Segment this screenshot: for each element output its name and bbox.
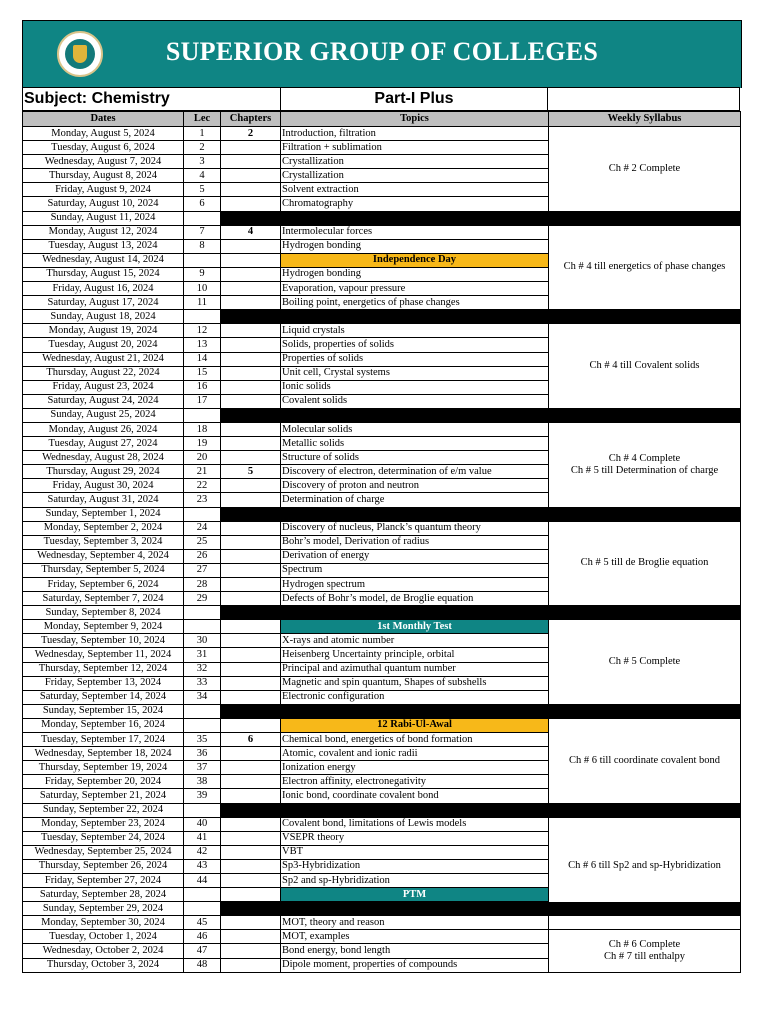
topic-cell: Introduction, filtration: [281, 127, 549, 141]
date-cell: Tuesday, September 10, 2024: [23, 634, 184, 648]
lecture-cell: 5: [184, 183, 221, 197]
date-cell: Monday, August 12, 2024: [23, 225, 184, 239]
lecture-cell: 12: [184, 324, 221, 338]
chapter-cell: [221, 366, 281, 380]
date-cell: Tuesday, August 13, 2024: [23, 239, 184, 253]
chapter-cell: [221, 394, 281, 408]
chapter-cell: [221, 662, 281, 676]
col-topics: Topics: [281, 112, 549, 127]
chapter-cell: [221, 493, 281, 507]
table-row: [23, 902, 741, 916]
date-cell: Saturday, August 10, 2024: [23, 197, 184, 211]
sunday-off-cell: [221, 704, 741, 718]
chapter-cell: [221, 197, 281, 211]
subject-label: Subject: Chemistry: [22, 87, 281, 111]
topic-cell: Dipole moment, properties of compounds: [281, 958, 549, 972]
lecture-cell: 28: [184, 578, 221, 592]
lecture-cell: 27: [184, 563, 221, 577]
topic-cell: Solvent extraction: [281, 183, 549, 197]
topic-cell: Filtration + sublimation: [281, 141, 549, 155]
lecture-cell: [184, 704, 221, 718]
blank-header-cell: [547, 87, 740, 111]
chapter-cell: [221, 155, 281, 169]
date-cell: Wednesday, August 28, 2024: [23, 451, 184, 465]
sunday-off-cell: [221, 408, 741, 422]
date-cell: Wednesday, September 25, 2024: [23, 845, 184, 859]
date-cell: Sunday, September 22, 2024: [23, 803, 184, 817]
date-cell: Friday, September 13, 2024: [23, 676, 184, 690]
lecture-cell: [184, 718, 221, 732]
lecture-cell: 1: [184, 127, 221, 141]
date-cell: Wednesday, September 11, 2024: [23, 648, 184, 662]
syllabus-table: [22, 111, 741, 973]
topic-cell: Discovery of electron, determination of e/m value: [281, 465, 549, 479]
topic-cell: Defects of Bohr’s model, de Broglie equation: [281, 592, 549, 606]
weekly-syllabus-cell: Ch # 2 Complete: [549, 127, 741, 212]
chapter-cell: 5: [221, 465, 281, 479]
date-cell: Friday, September 6, 2024: [23, 578, 184, 592]
date-cell: Saturday, August 31, 2024: [23, 493, 184, 507]
topic-cell: VSEPR theory: [281, 831, 549, 845]
part-label: Part-I Plus: [280, 87, 548, 111]
chapter-cell: [221, 578, 281, 592]
topic-cell: Electron affinity, electronegativity: [281, 775, 549, 789]
lecture-cell: 17: [184, 394, 221, 408]
lecture-cell: 38: [184, 775, 221, 789]
lecture-cell: 44: [184, 873, 221, 887]
lecture-cell: 36: [184, 747, 221, 761]
lecture-cell: 34: [184, 690, 221, 704]
topic-cell: Spectrum: [281, 563, 549, 577]
topic-cell: Chemical bond, energetics of bond formation: [281, 733, 549, 747]
chapter-cell: [221, 859, 281, 873]
date-cell: Tuesday, August 6, 2024: [23, 141, 184, 155]
date-cell: Tuesday, September 24, 2024: [23, 831, 184, 845]
chapter-cell: [221, 916, 281, 930]
lecture-cell: 48: [184, 958, 221, 972]
date-cell: Wednesday, August 14, 2024: [23, 253, 184, 267]
date-cell: Tuesday, October 1, 2024: [23, 930, 184, 944]
topic-cell: Bohr’s model, Derivation of radius: [281, 535, 549, 549]
table-row: [23, 211, 741, 225]
lecture-cell: 30: [184, 634, 221, 648]
chapter-cell: [221, 422, 281, 436]
lecture-cell: 42: [184, 845, 221, 859]
date-cell: Tuesday, September 17, 2024: [23, 733, 184, 747]
date-cell: Friday, August 9, 2024: [23, 183, 184, 197]
holiday-cell: 12 Rabi-Ul-Awal: [281, 718, 549, 732]
chapter-cell: [221, 380, 281, 394]
col-lec: Lec: [184, 112, 221, 127]
test-cell: 1st Monthly Test: [281, 620, 549, 634]
date-cell: Thursday, August 8, 2024: [23, 169, 184, 183]
chapter-cell: [221, 648, 281, 662]
lecture-cell: 23: [184, 493, 221, 507]
date-cell: Thursday, September 12, 2024: [23, 662, 184, 676]
lecture-cell: 25: [184, 535, 221, 549]
topic-cell: X-rays and atomic number: [281, 634, 549, 648]
weekly-syllabus-cell: Ch # 6 Complete Ch # 7 till enthalpy: [549, 930, 741, 972]
topic-cell: Derivation of energy: [281, 549, 549, 563]
date-cell: Thursday, August 15, 2024: [23, 267, 184, 281]
topic-cell: Magnetic and spin quantum, Shapes of subshells: [281, 676, 549, 690]
lecture-cell: 6: [184, 197, 221, 211]
chapter-cell: [221, 183, 281, 197]
date-cell: Friday, September 20, 2024: [23, 775, 184, 789]
chapter-cell: [221, 267, 281, 281]
subject-header-row: [22, 87, 740, 111]
chapter-cell: [221, 761, 281, 775]
table-row: [23, 422, 741, 436]
chapter-cell: [221, 845, 281, 859]
weekly-syllabus-cell: Ch # 4 till Covalent solids: [549, 324, 741, 409]
chapter-cell: [221, 352, 281, 366]
chapter-cell: [221, 338, 281, 352]
lecture-cell: 8: [184, 239, 221, 253]
test-cell: PTM: [281, 888, 549, 902]
date-cell: Wednesday, September 18, 2024: [23, 747, 184, 761]
table-row: [23, 310, 741, 324]
lecture-cell: 19: [184, 437, 221, 451]
date-cell: Saturday, September 28, 2024: [23, 888, 184, 902]
topic-cell: Crystallization: [281, 169, 549, 183]
table-row: [23, 408, 741, 422]
lecture-cell: 7: [184, 225, 221, 239]
date-cell: Thursday, September 19, 2024: [23, 761, 184, 775]
topic-cell: Boiling point, energetics of phase changes: [281, 296, 549, 310]
table-row: [23, 803, 741, 817]
lecture-cell: [184, 902, 221, 916]
topic-cell: Solids, properties of solids: [281, 338, 549, 352]
topic-cell: Metallic solids: [281, 437, 549, 451]
lecture-cell: 2: [184, 141, 221, 155]
chapter-cell: [221, 775, 281, 789]
date-cell: Saturday, August 24, 2024: [23, 394, 184, 408]
date-cell: Sunday, September 8, 2024: [23, 606, 184, 620]
weekly-syllabus-cell: [549, 916, 741, 930]
topic-cell: Hydrogen bonding: [281, 239, 549, 253]
date-cell: Wednesday, August 7, 2024: [23, 155, 184, 169]
chapter-cell: [221, 324, 281, 338]
topic-cell: Atomic, covalent and ionic radii: [281, 747, 549, 761]
col-chapters: Chapters: [221, 112, 281, 127]
chapter-cell: 4: [221, 225, 281, 239]
holiday-cell: Independence Day: [281, 253, 549, 267]
lecture-cell: [184, 888, 221, 902]
chapter-cell: [221, 958, 281, 972]
topic-cell: Discovery of proton and neutron: [281, 479, 549, 493]
lecture-cell: 9: [184, 267, 221, 281]
topic-cell: Ionic bond, coordinate covalent bond: [281, 789, 549, 803]
lecture-cell: 11: [184, 296, 221, 310]
lecture-cell: 43: [184, 859, 221, 873]
chapter-cell: [221, 451, 281, 465]
chapter-cell: [221, 676, 281, 690]
chapter-cell: [221, 718, 281, 732]
topic-cell: Bond energy, bond length: [281, 944, 549, 958]
date-cell: Monday, August 19, 2024: [23, 324, 184, 338]
lecture-cell: [184, 606, 221, 620]
lecture-cell: 18: [184, 422, 221, 436]
chapter-cell: [221, 563, 281, 577]
topic-cell: Hydrogen spectrum: [281, 578, 549, 592]
table-row: [23, 930, 741, 944]
table-row: [23, 324, 741, 338]
chapter-cell: [221, 620, 281, 634]
lecture-cell: 37: [184, 761, 221, 775]
topic-cell: Ionic solids: [281, 380, 549, 394]
chapter-cell: [221, 873, 281, 887]
date-cell: Saturday, September 7, 2024: [23, 592, 184, 606]
lecture-cell: 4: [184, 169, 221, 183]
topic-cell: Covalent solids: [281, 394, 549, 408]
topic-cell: VBT: [281, 845, 549, 859]
chapter-cell: [221, 239, 281, 253]
lecture-cell: [184, 408, 221, 422]
table-row: [23, 225, 741, 239]
topic-cell: Determination of charge: [281, 493, 549, 507]
date-cell: Wednesday, September 4, 2024: [23, 549, 184, 563]
chapter-cell: [221, 549, 281, 563]
date-cell: Thursday, September 26, 2024: [23, 859, 184, 873]
date-cell: Friday, August 16, 2024: [23, 282, 184, 296]
table-row: [23, 704, 741, 718]
sunday-off-cell: [221, 803, 741, 817]
lecture-cell: 10: [184, 282, 221, 296]
chapter-cell: [221, 592, 281, 606]
lecture-cell: 13: [184, 338, 221, 352]
sunday-off-cell: [221, 902, 741, 916]
sunday-off-cell: [221, 310, 741, 324]
chapter-cell: [221, 747, 281, 761]
date-cell: Monday, September 2, 2024: [23, 521, 184, 535]
chapter-cell: [221, 690, 281, 704]
date-cell: Thursday, August 29, 2024: [23, 465, 184, 479]
topic-cell: Evaporation, vapour pressure: [281, 282, 549, 296]
date-cell: Sunday, August 18, 2024: [23, 310, 184, 324]
chapter-cell: [221, 930, 281, 944]
table-row: [23, 817, 741, 831]
topic-cell: Principal and azimuthal quantum number: [281, 662, 549, 676]
topic-cell: MOT, theory and reason: [281, 916, 549, 930]
topic-cell: Sp3-Hybridization: [281, 859, 549, 873]
topic-cell: Properties of solids: [281, 352, 549, 366]
chapter-cell: [221, 521, 281, 535]
lecture-cell: 26: [184, 549, 221, 563]
lecture-cell: 41: [184, 831, 221, 845]
topic-cell: MOT, examples: [281, 930, 549, 944]
chapter-cell: [221, 817, 281, 831]
lecture-cell: 16: [184, 380, 221, 394]
date-cell: Thursday, October 3, 2024: [23, 958, 184, 972]
date-cell: Thursday, September 5, 2024: [23, 563, 184, 577]
lecture-cell: [184, 620, 221, 634]
chapter-cell: [221, 789, 281, 803]
lecture-cell: 46: [184, 930, 221, 944]
chapter-cell: [221, 888, 281, 902]
lecture-cell: 29: [184, 592, 221, 606]
chapter-cell: [221, 437, 281, 451]
col-weekly-syllabus: Weekly Syllabus: [549, 112, 741, 127]
date-cell: Sunday, September 29, 2024: [23, 902, 184, 916]
page-title: SUPERIOR GROUP OF COLLEGES: [165, 37, 599, 66]
topic-cell: Heisenberg Uncertainty principle, orbital: [281, 648, 549, 662]
col-dates: Dates: [23, 112, 184, 127]
date-cell: Wednesday, August 21, 2024: [23, 352, 184, 366]
topic-cell: Electronic configuration: [281, 690, 549, 704]
lecture-cell: 31: [184, 648, 221, 662]
weekly-syllabus-cell: Ch # 5 Complete: [549, 620, 741, 705]
topic-cell: Crystallization: [281, 155, 549, 169]
sunday-off-cell: [221, 211, 741, 225]
date-cell: Tuesday, August 27, 2024: [23, 437, 184, 451]
date-cell: Tuesday, August 20, 2024: [23, 338, 184, 352]
topic-cell: Hydrogen bonding: [281, 267, 549, 281]
lecture-cell: 40: [184, 817, 221, 831]
lecture-cell: 39: [184, 789, 221, 803]
table-row: [23, 521, 741, 535]
table-row: [23, 606, 741, 620]
topic-cell: Ionization energy: [281, 761, 549, 775]
topic-cell: Liquid crystals: [281, 324, 549, 338]
weekly-syllabus-cell: Ch # 6 till coordinate covalent bond: [549, 718, 741, 803]
lecture-cell: 20: [184, 451, 221, 465]
topic-cell: Structure of solids: [281, 451, 549, 465]
chapter-cell: [221, 296, 281, 310]
weekly-syllabus-cell: Ch # 5 till de Broglie equation: [549, 521, 741, 606]
date-cell: Sunday, August 11, 2024: [23, 211, 184, 225]
date-cell: Tuesday, September 3, 2024: [23, 535, 184, 549]
chapter-cell: [221, 282, 281, 296]
lecture-cell: [184, 803, 221, 817]
lecture-cell: 14: [184, 352, 221, 366]
lecture-cell: [184, 211, 221, 225]
date-cell: Wednesday, October 2, 2024: [23, 944, 184, 958]
date-cell: Friday, August 23, 2024: [23, 380, 184, 394]
date-cell: Thursday, August 22, 2024: [23, 366, 184, 380]
lecture-cell: 45: [184, 916, 221, 930]
date-cell: Monday, August 26, 2024: [23, 422, 184, 436]
table-row: [23, 127, 741, 141]
topic-cell: Molecular solids: [281, 422, 549, 436]
sunday-off-cell: [221, 507, 741, 521]
chapter-cell: [221, 535, 281, 549]
date-cell: Sunday, August 25, 2024: [23, 408, 184, 422]
lecture-cell: [184, 507, 221, 521]
lecture-cell: 33: [184, 676, 221, 690]
date-cell: Monday, September 23, 2024: [23, 817, 184, 831]
chapter-cell: 6: [221, 733, 281, 747]
date-cell: Sunday, September 15, 2024: [23, 704, 184, 718]
date-cell: Monday, August 5, 2024: [23, 127, 184, 141]
chapter-cell: [221, 831, 281, 845]
weekly-syllabus-cell: Ch # 4 Complete Ch # 5 till Determination of charge: [549, 422, 741, 507]
table-row: [23, 507, 741, 521]
topic-cell: Chromatography: [281, 197, 549, 211]
topic-cell: Discovery of nucleus, Planck’s quantum theory: [281, 521, 549, 535]
table-row: [23, 916, 741, 930]
lecture-cell: 22: [184, 479, 221, 493]
date-cell: Friday, August 30, 2024: [23, 479, 184, 493]
lecture-cell: 21: [184, 465, 221, 479]
sunday-off-cell: [221, 606, 741, 620]
table-row: [23, 718, 741, 732]
weekly-syllabus-cell: Ch # 6 till Sp2 and sp-Hybridization: [549, 817, 741, 916]
lecture-cell: [184, 253, 221, 267]
date-cell: Monday, September 30, 2024: [23, 916, 184, 930]
lecture-cell: 24: [184, 521, 221, 535]
weekly-syllabus-cell: Ch # 4 till energetics of phase changes: [549, 225, 741, 310]
chapter-cell: [221, 141, 281, 155]
chapter-cell: [221, 634, 281, 648]
date-cell: Saturday, September 21, 2024: [23, 789, 184, 803]
date-cell: Friday, September 27, 2024: [23, 873, 184, 887]
lecture-cell: [184, 310, 221, 324]
date-cell: Monday, September 9, 2024: [23, 620, 184, 634]
header-banner: [22, 20, 742, 88]
topic-cell: Covalent bond, limitations of Lewis models: [281, 817, 549, 831]
lecture-cell: 35: [184, 733, 221, 747]
column-header-row: [23, 112, 741, 127]
chapter-cell: [221, 169, 281, 183]
date-cell: Monday, September 16, 2024: [23, 718, 184, 732]
lecture-cell: 15: [184, 366, 221, 380]
chapter-cell: [221, 944, 281, 958]
date-cell: Saturday, September 14, 2024: [23, 690, 184, 704]
topic-cell: Intermolecular forces: [281, 225, 549, 239]
table-row: [23, 620, 741, 634]
chapter-cell: [221, 253, 281, 267]
date-cell: Sunday, September 1, 2024: [23, 507, 184, 521]
lecture-cell: 3: [184, 155, 221, 169]
lecture-cell: 32: [184, 662, 221, 676]
lecture-cell: 47: [184, 944, 221, 958]
chapter-cell: 2: [221, 127, 281, 141]
topic-cell: Sp2 and sp-Hybridization: [281, 873, 549, 887]
topic-cell: Unit cell, Crystal systems: [281, 366, 549, 380]
chapter-cell: [221, 479, 281, 493]
date-cell: Saturday, August 17, 2024: [23, 296, 184, 310]
